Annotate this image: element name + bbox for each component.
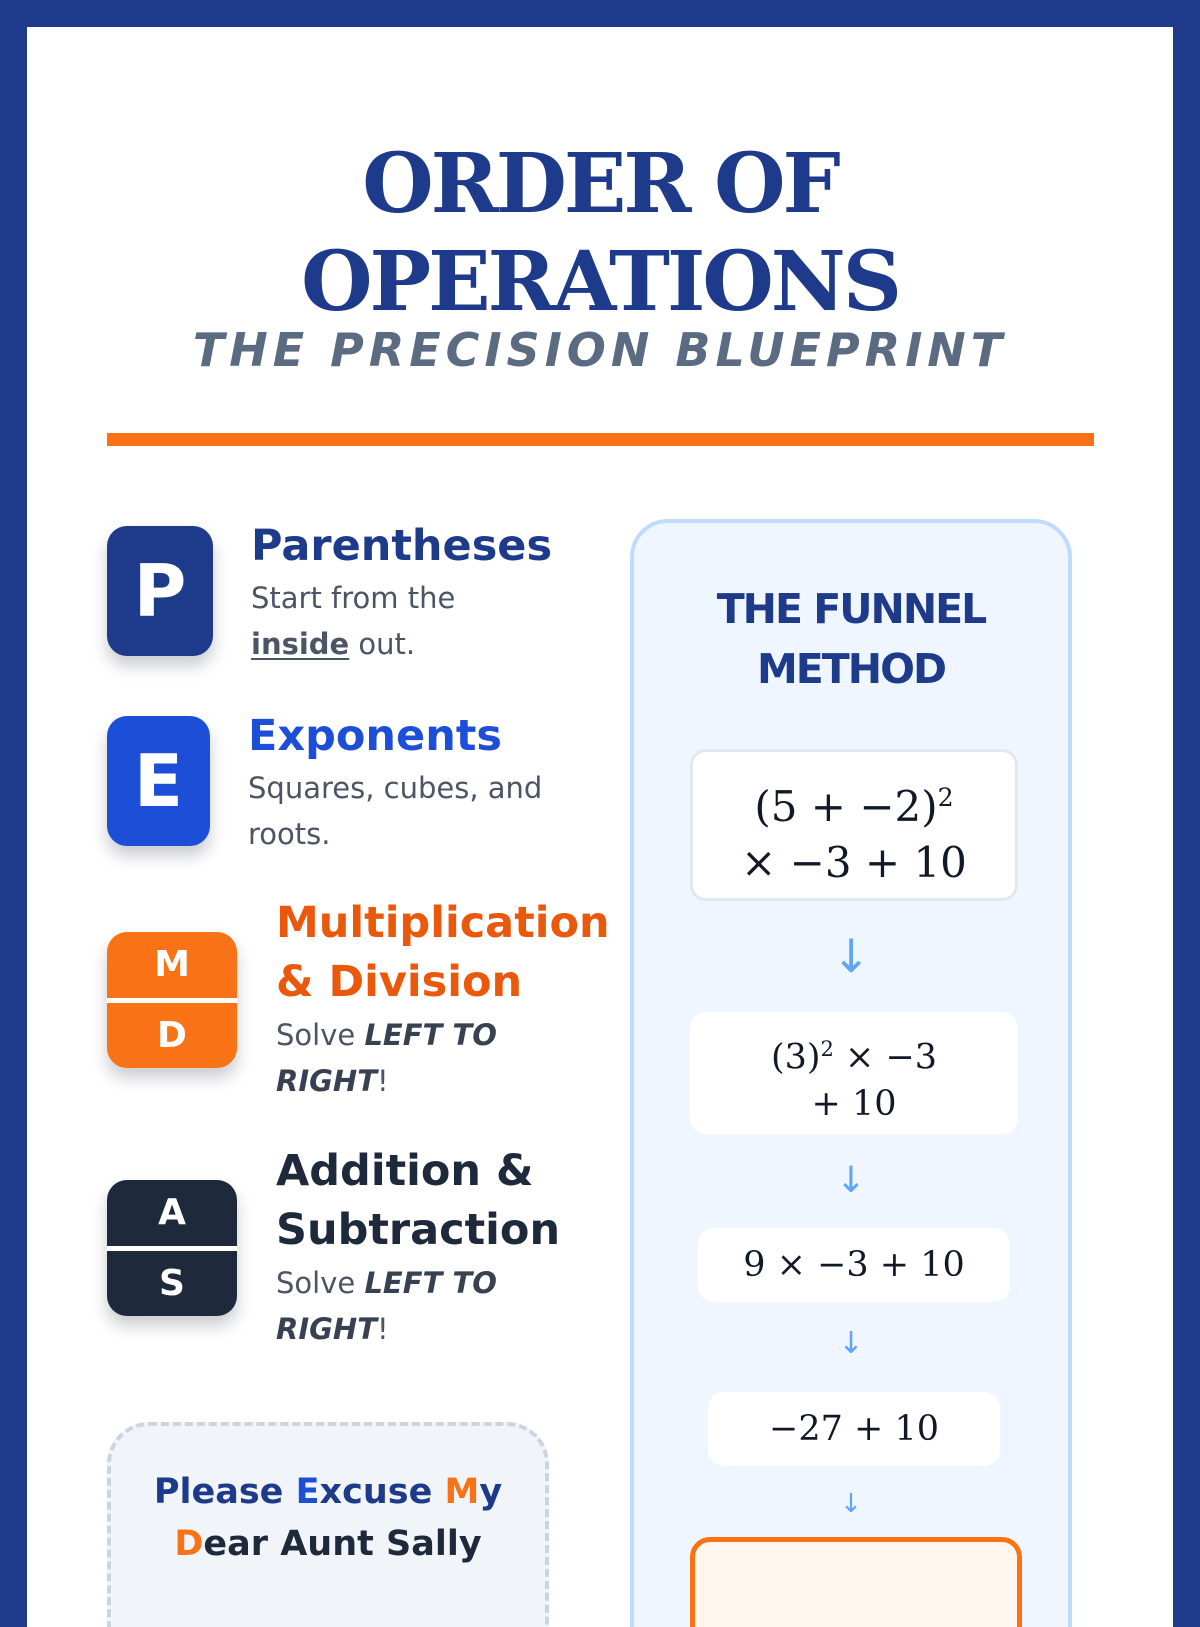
orange-divider xyxy=(107,433,1094,446)
expression-line: × −3 + 10 xyxy=(741,838,967,887)
mnemonic-word: Sally xyxy=(386,1524,482,1564)
exponent: 2 xyxy=(820,1037,834,1061)
letter-a: A xyxy=(158,1192,186,1234)
down-arrow-icon: ↓ xyxy=(831,929,871,983)
step-name-line-1: Addition & xyxy=(276,1146,534,1196)
funnel-step-2 xyxy=(690,1012,1018,1134)
mnemonic-word: ear xyxy=(203,1524,268,1564)
funnel-step-3 xyxy=(698,1228,1010,1302)
letter-s: S xyxy=(159,1262,185,1304)
down-arrow-icon: ↓ xyxy=(838,1326,864,1361)
desc-text: Solve xyxy=(276,1266,365,1300)
mnemonic-line-2 xyxy=(111,1524,545,1564)
step-name-multiplication-division xyxy=(276,894,610,1012)
letter-m: M xyxy=(154,944,190,986)
letter-e: E xyxy=(133,739,184,823)
desc-text: Solve xyxy=(276,1018,365,1052)
mnemonic-word: Aunt xyxy=(280,1524,374,1564)
expression-base: (3) xyxy=(770,1037,821,1078)
down-arrow-icon: ↓ xyxy=(840,1489,862,1519)
mnemonic-word: xcuse xyxy=(319,1472,433,1512)
mnemonic-initial: E xyxy=(295,1472,320,1512)
step-desc-addition-subtraction xyxy=(276,1260,526,1352)
funnel-step-1 xyxy=(690,749,1018,901)
letter-tile-p xyxy=(107,526,213,656)
desc-emphasis: inside xyxy=(251,627,350,661)
mnemonic-initial: D xyxy=(174,1524,204,1564)
mnemonic-initial: P xyxy=(153,1472,180,1512)
step-desc-exponents: Squares, cubes, and roots. xyxy=(248,771,543,851)
step-desc-parentheses xyxy=(251,575,551,667)
page-title xyxy=(27,135,1173,331)
desc-emphasis: LEFT TO RIGHT xyxy=(276,1266,497,1346)
mnemonic-box xyxy=(107,1422,549,1627)
step-desc-multiplication-division xyxy=(276,1012,526,1104)
desc-text: ! xyxy=(376,1312,389,1346)
expression-line: 9 × −3 + 10 xyxy=(743,1245,965,1285)
infographic-page xyxy=(27,27,1173,1627)
expression-rest: × −3 xyxy=(833,1037,938,1078)
mnemonic-line-1 xyxy=(111,1472,545,1512)
expression-line xyxy=(690,1026,1018,1081)
down-arrow-icon: ↓ xyxy=(835,1160,867,1201)
mnemonic-initial: M xyxy=(444,1472,480,1512)
step-name-exponents: Exponents xyxy=(248,711,502,761)
letter-p: P xyxy=(133,549,187,633)
funnel-title-line-2: METHOD xyxy=(757,645,945,693)
letter-tile-as xyxy=(107,1180,237,1316)
expression-line xyxy=(693,770,1015,835)
desc-text: Start from the xyxy=(251,581,456,615)
desc-emphasis: LEFT TO RIGHT xyxy=(276,1018,497,1098)
mnemonic-word: y xyxy=(479,1472,503,1512)
step-name-addition-subtraction xyxy=(276,1142,560,1260)
desc-text: ! xyxy=(376,1064,389,1098)
expression-line: + 10 xyxy=(811,1083,897,1124)
expression-base: (5 + −2) xyxy=(754,782,938,831)
desc-text: out. xyxy=(349,627,416,661)
mnemonic-word: lease xyxy=(179,1472,284,1512)
step-name-parentheses: Parentheses xyxy=(251,521,553,571)
expression-line: −27 + 10 xyxy=(769,1409,939,1449)
letter-tile-e xyxy=(107,716,210,846)
funnel-title xyxy=(634,579,1068,699)
funnel-title-line-1: THE FUNNEL xyxy=(716,585,986,633)
letter-tile-md xyxy=(107,932,237,1068)
funnel-method-panel xyxy=(630,519,1072,1627)
funnel-step-4 xyxy=(708,1392,1000,1466)
step-name-line-2: & Division xyxy=(276,957,523,1007)
step-name-line-1: Multiplication xyxy=(276,898,610,948)
exponent: 2 xyxy=(937,783,954,812)
step-name-line-2: Subtraction xyxy=(276,1205,561,1255)
page-subtitle: THE PRECISION BLUEPRINT xyxy=(192,323,1008,377)
funnel-final-box xyxy=(690,1537,1022,1627)
title-line-1: ORDER OF xyxy=(362,136,838,232)
title-line-2: OPERATIONS xyxy=(301,234,899,330)
letter-d: D xyxy=(157,1014,187,1056)
